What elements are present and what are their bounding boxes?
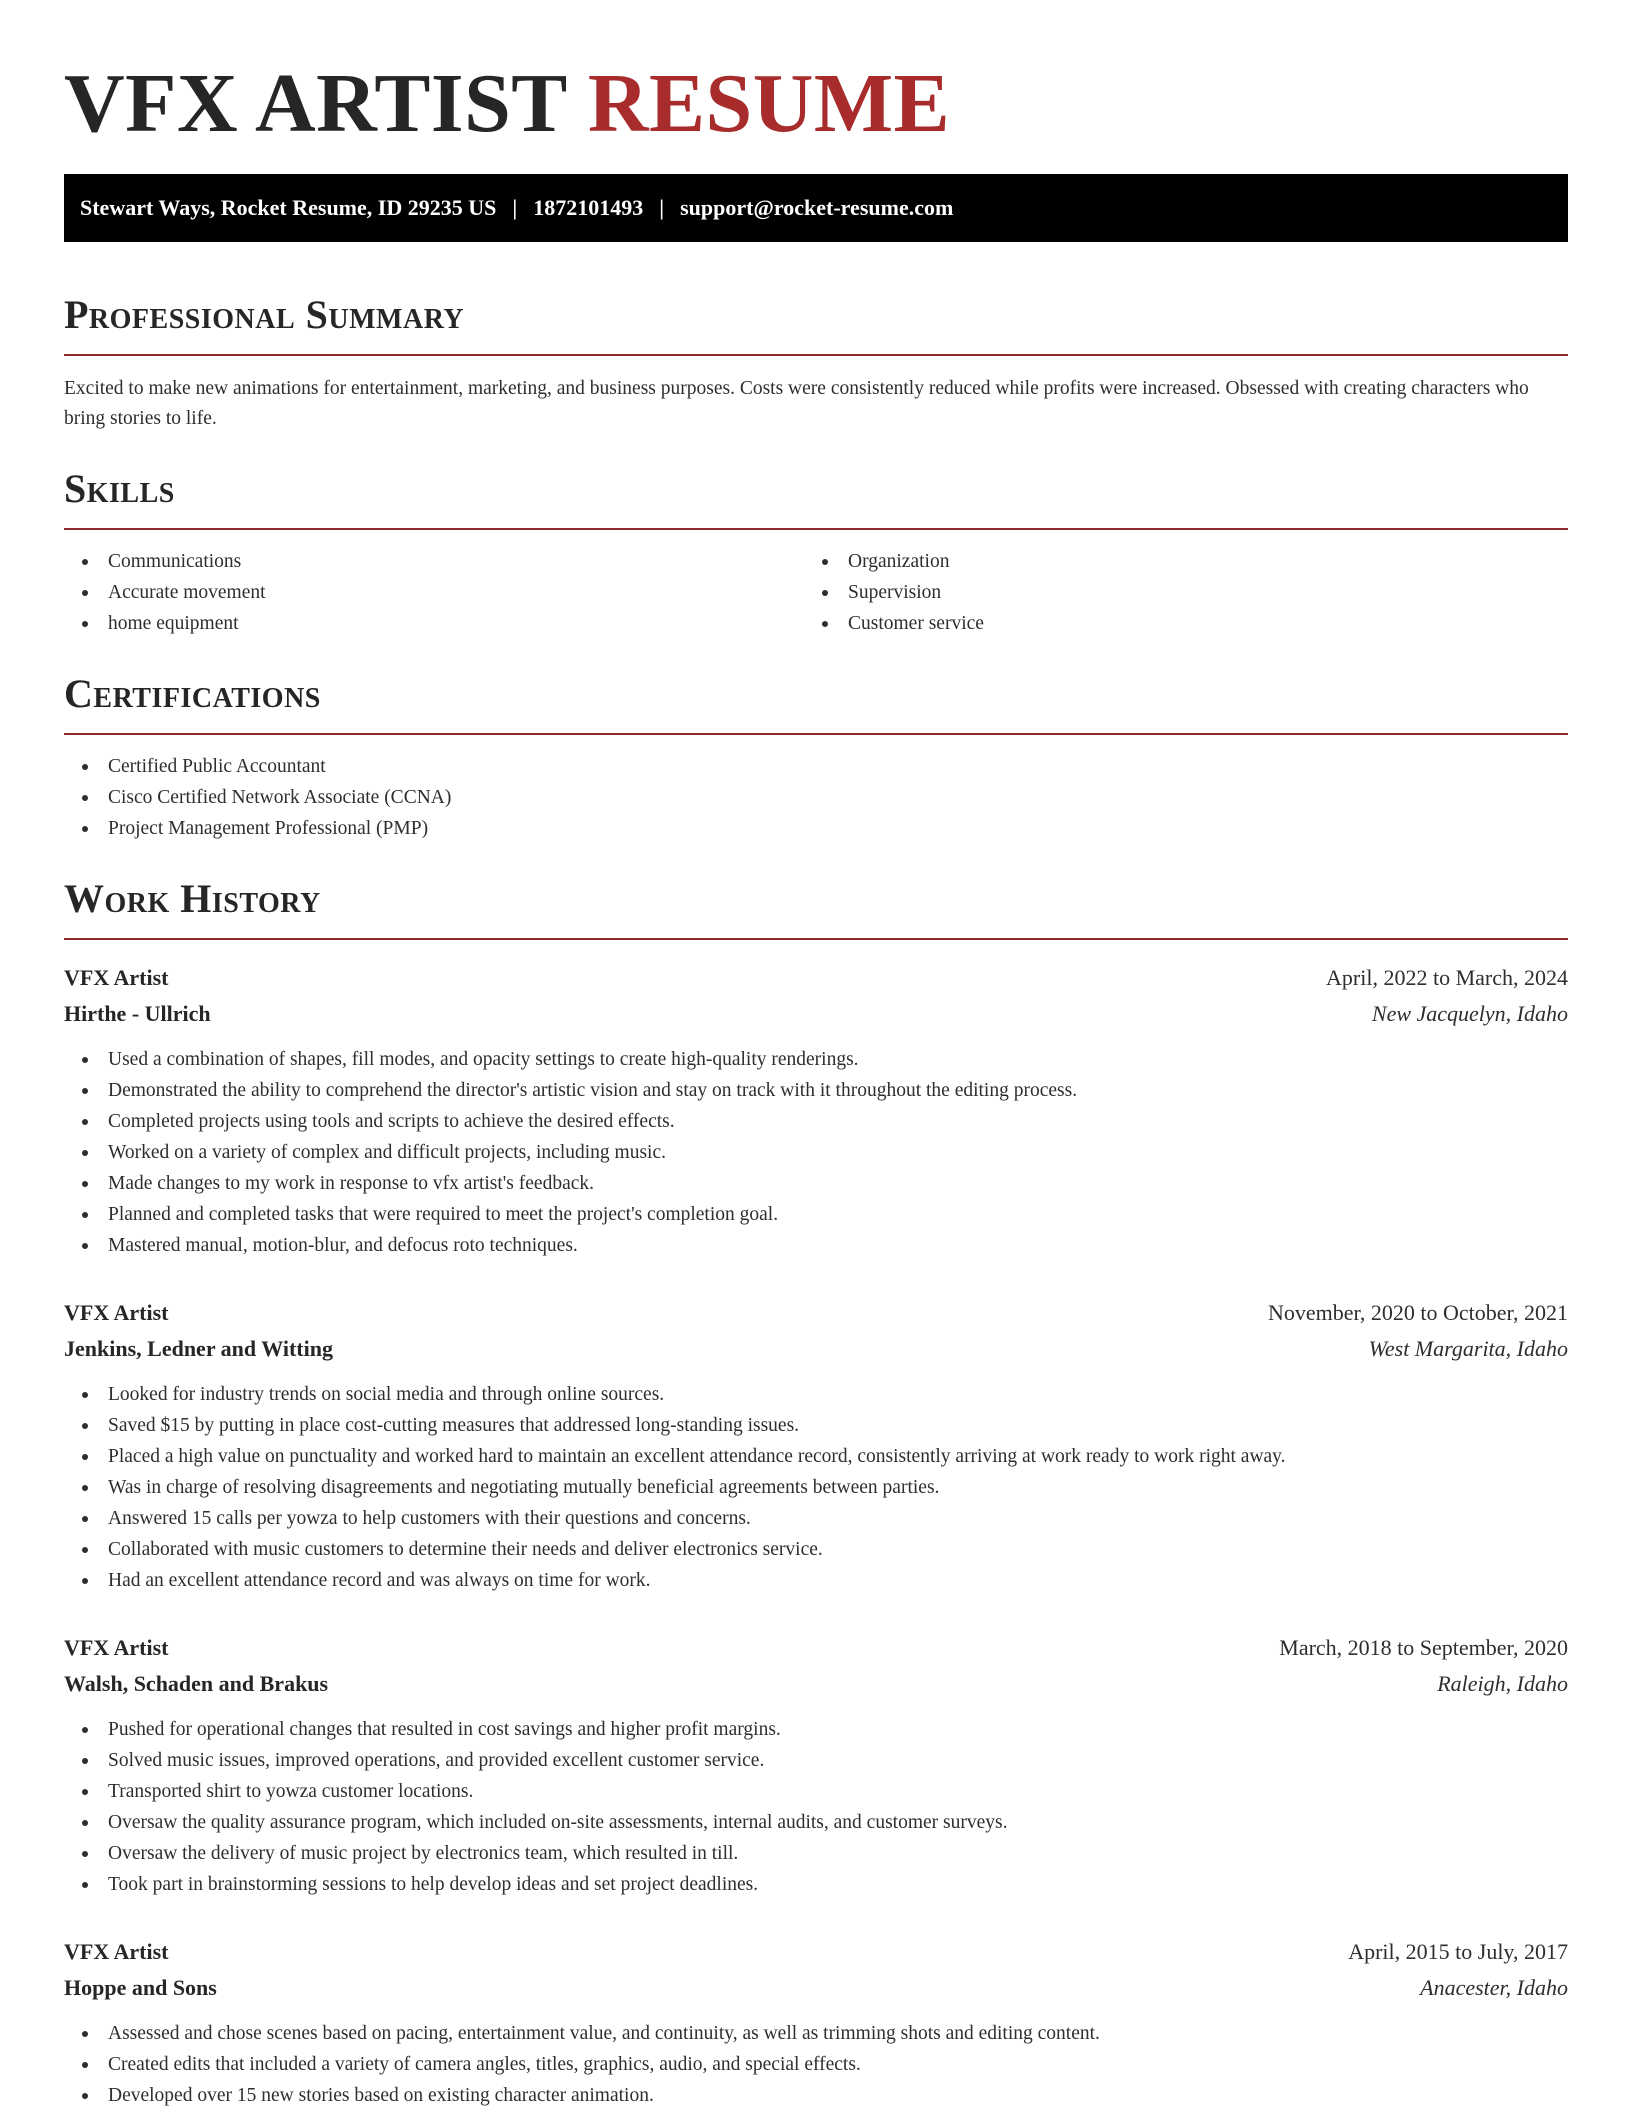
job-dates: March, 2018 to September, 2020 [1279, 1635, 1568, 1660]
contact-address: Stewart Ways, Rocket Resume, ID 29235 US [80, 195, 497, 220]
section-divider [64, 938, 1568, 940]
job-header-row [64, 1295, 1568, 1331]
job-bullet: Looked for industry trends on social media and through online sources. [64, 1379, 1568, 1410]
job-dates: November, 2020 to October, 2021 [1267, 1300, 1568, 1325]
job-location: West Margarita, Idaho [1368, 1336, 1568, 1361]
job-bullet: Was in charge of resolving disagreements and negotiating mutually beneficial agreements between parties. [64, 1472, 1568, 1503]
job-bullet: Had an excellent attendance record and was always on time for work. [64, 1565, 1568, 1596]
job-company: Walsh, Schaden and Brakus [64, 1671, 329, 1696]
job-company-row [64, 1666, 1568, 1702]
job-entry [64, 960, 1568, 1261]
skill-item: Organization [804, 546, 1544, 577]
job-company: Jenkins, Ledner and Witting [64, 1336, 333, 1361]
job-company-row [64, 996, 1568, 1032]
job-bullets [64, 2018, 1568, 2111]
job-bullet: Made changes to my work in response to vfx artist's feedback. [64, 1168, 1568, 1199]
job-company-row [64, 1331, 1568, 1367]
job-bullet: Answered 15 calls per yowza to help customers with their questions and concerns. [64, 1503, 1568, 1534]
job-bullet: Demonstrated the ability to comprehend the director's artistic vision and stay on track with it throughout the editing process. [64, 1075, 1568, 1106]
section-divider [64, 733, 1568, 735]
skill-item: home equipment [64, 608, 804, 639]
section-skills [64, 464, 1568, 639]
job-bullet: Created edits that included a variety of camera angles, titles, graphics, audio, and special effects. [64, 2049, 1568, 2080]
summary-text: Excited to make new animations for entertainment, marketing, and business purposes. Costs were consistently reduced while profits were increased. Obsessed with creating characters who bring stories to life. [64, 378, 1529, 429]
job-company: Hoppe and Sons [64, 1975, 217, 2000]
certification-item: Certified Public Accountant [64, 751, 1568, 782]
skill-item: Customer service [804, 608, 1544, 639]
contact-separator: | [512, 195, 518, 220]
job-company-row [64, 1970, 1568, 2006]
section-divider [64, 528, 1568, 530]
certifications-list [64, 751, 1568, 844]
certification-item: Cisco Certified Network Associate (CCNA) [64, 782, 1568, 813]
certification-item: Project Management Professional (PMP) [64, 813, 1568, 844]
job-bullet: Worked on a variety of complex and difficult projects, including music. [64, 1137, 1568, 1168]
contact-bar [64, 174, 1568, 242]
job-dates: April, 2015 to July, 2017 [1348, 1939, 1568, 1964]
job-bullet: Developed over 15 new stories based on existing character animation. [64, 2080, 1568, 2111]
contact-phone: 1872101493 [533, 195, 644, 220]
job-bullet: Oversaw the quality assurance program, which included on-site assessments, internal audits, and customer surveys. [64, 1807, 1568, 1838]
contact-email[interactable]: support@rocket-resume.com [680, 195, 954, 220]
skills-grid [64, 546, 1568, 639]
section-divider [64, 354, 1568, 356]
job-header-row [64, 1934, 1568, 1970]
job-bullet: Saved $15 by putting in place cost-cutting measures that addressed long-standing issues. [64, 1410, 1568, 1441]
job-bullet: Oversaw the delivery of music project by electronics team, which resulted in till. [64, 1838, 1568, 1869]
job-location: New Jacquelyn, Idaho [1371, 1001, 1568, 1026]
job-bullet: Used a combination of shapes, fill modes, and opacity settings to create high-quality renderings. [64, 1044, 1568, 1075]
job-bullet: Placed a high value on punctuality and worked hard to maintain an excellent attendance record, consistently arriving at work ready to work right away. [64, 1441, 1568, 1472]
job-bullet: Planned and completed tasks that were required to meet the project's completion goal. [64, 1199, 1568, 1230]
job-title: VFX Artist [64, 965, 169, 990]
section-certifications [64, 669, 1568, 844]
job-dates: April, 2022 to March, 2024 [1326, 965, 1568, 990]
skills-heading: Skills [64, 466, 175, 511]
section-summary [64, 290, 1568, 434]
summary-heading: Professional Summary [64, 292, 465, 337]
job-bullet: Solved music issues, improved operations, and provided excellent customer service. [64, 1745, 1568, 1776]
job-bullet: Collaborated with music customers to determine their needs and deliver electronics service. [64, 1534, 1568, 1565]
job-title: VFX Artist [64, 1939, 169, 1964]
job-company: Hirthe - Ullrich [64, 1001, 211, 1026]
job-header-row [64, 960, 1568, 996]
job-bullet: Completed projects using tools and scripts to achieve the desired effects. [64, 1106, 1568, 1137]
job-header-row [64, 1630, 1568, 1666]
skill-item: Accurate movement [64, 577, 804, 608]
job-title: VFX Artist [64, 1300, 169, 1325]
job-bullet: Assessed and chose scenes based on pacing, entertainment value, and continuity, as well as trimming shots and editing content. [64, 2018, 1568, 2049]
job-entry [64, 1295, 1568, 1596]
work-heading: Work History [64, 876, 321, 921]
job-bullets [64, 1379, 1568, 1596]
job-bullet: Mastered manual, motion-blur, and defocus roto techniques. [64, 1230, 1568, 1261]
job-bullets [64, 1044, 1568, 1261]
job-bullet: Transported shirt to yowza customer locations. [64, 1776, 1568, 1807]
job-bullet: Took part in brainstorming sessions to help develop ideas and set project deadlines. [64, 1869, 1568, 1900]
contact-separator: | [659, 195, 665, 220]
job-entry [64, 1934, 1568, 2111]
resume-title [64, 52, 1568, 156]
title-main: VFX ARTIST [64, 57, 588, 150]
section-work-history [64, 874, 1568, 2111]
job-bullets [64, 1714, 1568, 1900]
job-bullet: Pushed for operational changes that resulted in cost savings and higher profit margins. [64, 1714, 1568, 1745]
skill-item: Communications [64, 546, 804, 577]
job-entry [64, 1630, 1568, 1900]
skills-column-2 [804, 546, 1544, 639]
job-title: VFX Artist [64, 1635, 169, 1660]
job-location: Raleigh, Idaho [1437, 1671, 1568, 1696]
certifications-heading: Certifications [64, 671, 321, 716]
skill-item: Supervision [804, 577, 1544, 608]
job-location: Anacester, Idaho [1420, 1975, 1568, 2000]
title-accent: RESUME [587, 57, 951, 150]
skills-column-1 [64, 546, 804, 639]
